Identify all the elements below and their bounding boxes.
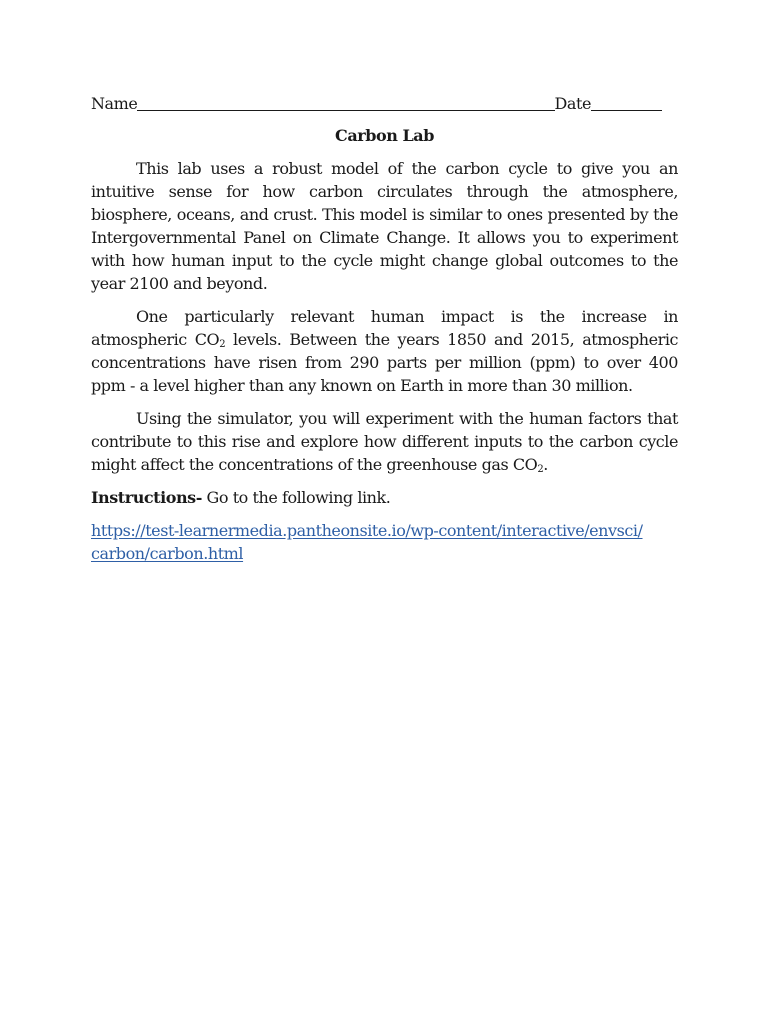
- simulator-link[interactable]: [91, 521, 643, 563]
- date-field[interactable]: [591, 94, 662, 111]
- co2-subscript: 2: [219, 339, 226, 350]
- simulator-link-line1[interactable]: https://test-learnermedia.pantheonsite.io/wp-content/interactive/envsci/: [91, 521, 643, 540]
- co2-subscript: 2: [537, 464, 544, 475]
- name-field[interactable]: [137, 94, 554, 111]
- simulator-link-line2[interactable]: carbon/carbon.html: [91, 544, 244, 563]
- instructions: [91, 486, 678, 509]
- paragraph-human-impact-text: One particularly relevant human impact is the increase in atmospheric CO: [91, 307, 678, 349]
- name-date-line: [91, 92, 678, 115]
- paragraph-intro: [91, 157, 678, 295]
- date-label: Date: [554, 94, 591, 113]
- paragraph-simulator-text: Using the simulator, you will experiment with the human factors that contribute to this rise and explore how different inputs to the carbon cycle might affect the concentrations of the greenhouse gas CO: [91, 409, 678, 474]
- paragraph-human-impact-text-cont: levels. Between the years 1850 and 2015, atmospheric concentrations have risen from 290 parts per million (ppm) to over 400 ppm - a level higher than any known on Earth in more than 30 million.: [91, 330, 678, 395]
- paragraph-intro-text: This lab uses a robust model of the carbon cycle to give you an intuitive sense for how carbon circulates through the atmosphere, biosphere, oceans, and crust. This model is similar to ones presented by the Intergovernmental Panel on Climate Change. It allows you to experiment with how human input to the cycle might change global outcomes to the year 2100 and beyond.: [91, 159, 678, 293]
- paragraph-simulator: [91, 407, 678, 476]
- instructions-label: Instructions-: [91, 488, 202, 507]
- simulator-link-block: [91, 519, 678, 565]
- instructions-text: Go to the following link.: [201, 488, 391, 507]
- page-title: Carbon Lab: [335, 126, 434, 145]
- paragraph-simulator-text-cont: .: [543, 455, 548, 474]
- name-label: Name: [91, 94, 138, 113]
- worksheet-page: [91, 92, 678, 565]
- paragraph-human-impact: [91, 305, 678, 397]
